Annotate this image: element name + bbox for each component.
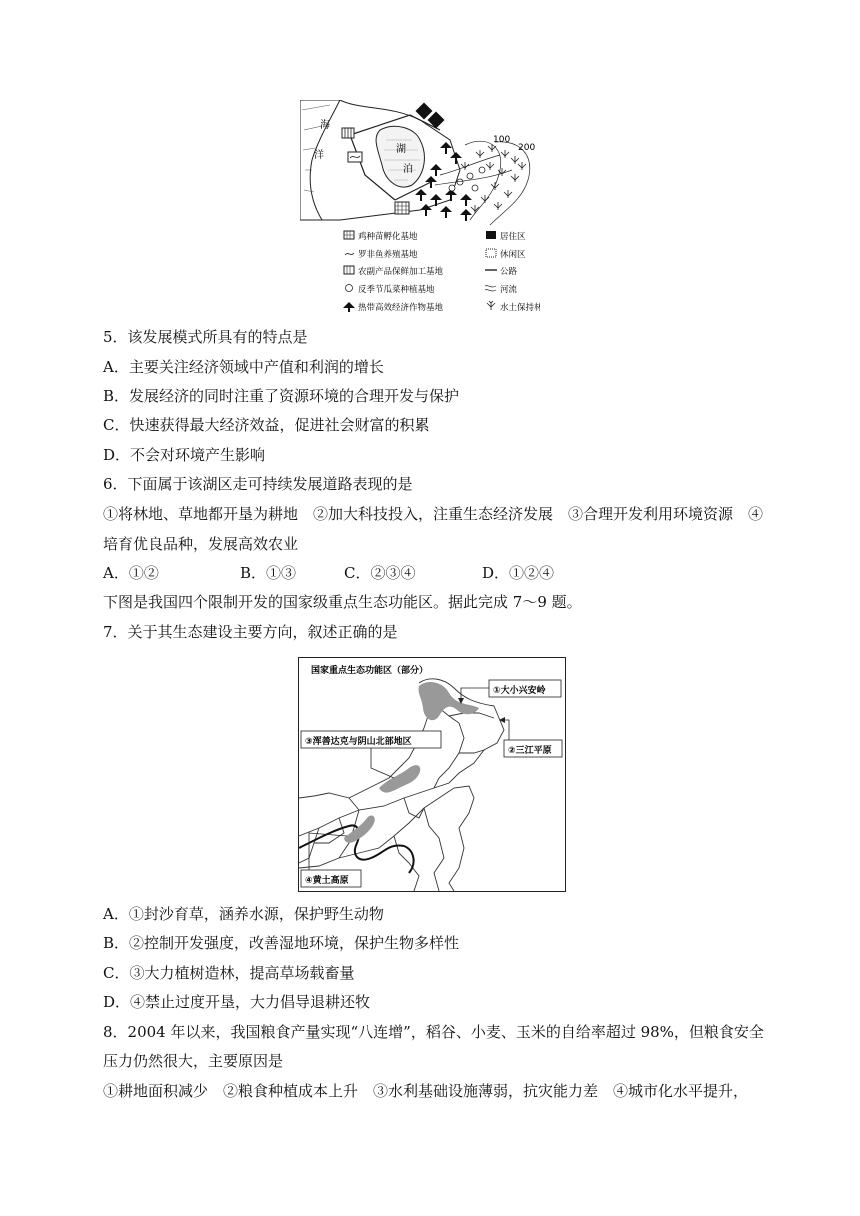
striped-square-icon [344, 266, 354, 274]
region-2-label: ②三江平原 [508, 746, 552, 756]
fish-icon [345, 253, 354, 255]
region-4-label: ④黄土高原 [305, 876, 349, 886]
q6-options [103, 563, 554, 583]
residential-marker [428, 112, 445, 129]
q7-option-b[interactable]: B．②控制开发强度，改善湿地环境，保护生物多样性 [103, 934, 460, 952]
q6-option-d[interactable]: D．①②④ [482, 564, 555, 582]
sea-label-2: 洋 [314, 150, 324, 161]
region-1-leader [461, 688, 489, 702]
q7-option-d[interactable]: D．④禁止过度开垦，大力倡导退耕还牧 [103, 993, 371, 1011]
legend-label: 河流 [500, 285, 518, 295]
black-square-icon [486, 231, 496, 239]
q6-option-b[interactable]: B．①③ [240, 564, 297, 582]
region-3-label: ③浑善达克与阴山北部地区 [305, 737, 412, 747]
palm-icon [343, 302, 355, 312]
tree-icon [487, 301, 495, 310]
q6-body-line-2: 培育优良品种，发展高效农业 [103, 535, 299, 553]
lake-label-1: 湖 [396, 144, 406, 155]
lake-development-map [300, 100, 540, 312]
region-3-leader [371, 748, 394, 778]
q7-stem: 7．关于其生态建设主要方向，叙述正确的是 [103, 623, 398, 641]
legend-label: 居住区 [500, 232, 526, 242]
q6-option-c[interactable]: C．②③④ [344, 564, 416, 582]
q5-option-a[interactable]: A．主要关注经济领域中产值和利润的增长 [103, 358, 384, 376]
legend-label: 热带高效经济作物基地 [358, 303, 444, 312]
zones-map-svg [299, 658, 565, 891]
zones-map-title: 国家重点生态功能区（部分） [311, 666, 429, 676]
q7-option-a[interactable]: A．①封沙育草，涵养水源，保护野生动物 [103, 905, 384, 923]
q6-body-line-1: ①将林地、草地都开垦为耕地 ②加大科技投入，注重生态经济发展 ③合理开发利用环境资源 ④ [103, 505, 764, 523]
legend [343, 231, 540, 312]
river-line [440, 155, 500, 175]
region-3-shape [379, 765, 420, 793]
q5-option-b[interactable]: B．发展经济的同时注重了资源环境的合理开发与保护 [103, 387, 460, 405]
q6-stem: 6．下面属于该湖区走可持续发展道路表现的是 [103, 475, 413, 493]
region-1-label: ①大小兴安岭 [493, 686, 546, 696]
contour-label-100: 100 [493, 135, 511, 145]
q8-body-line-1: ①耕地面积减少 ②粮食种植成本上升 ③水利基础设施薄弱，抗灾能力差 ④城市化水平提升， [103, 1082, 749, 1100]
lake-map-svg [300, 100, 540, 312]
region-4-leader [309, 833, 347, 870]
legend-label: 休闲区 [500, 250, 526, 260]
sea-label-1: 海 [320, 120, 330, 131]
arrow-icon [499, 717, 505, 723]
legend-label: 鸡种苗孵化基地 [358, 232, 418, 242]
melon-icon [346, 285, 353, 292]
legend-label: 公路 [500, 267, 518, 277]
q6-option-a[interactable]: A．①② [103, 564, 159, 582]
q8-stem-line-1: 8．2004 年以来，我国粮食产量实现“八连增”，稻谷、小麦、玉米的自给率超过 98%，但粮食安全 [103, 1023, 764, 1041]
legend-label: 农副产品保鲜加工基地 [358, 267, 444, 277]
lake-shape [376, 126, 424, 187]
intro-7-9: 下图是我国四个限制开发的国家级重点生态功能区。据此完成 7～9 题。 [103, 593, 582, 611]
q5-option-c[interactable]: C．快速获得最大经济效益，促进社会财富的积累 [103, 416, 430, 434]
residential-marker [416, 103, 433, 120]
lake-label-2: 泊 [403, 164, 413, 175]
q8-stem-line-2: 压力仍然很大，主要原因是 [103, 1052, 284, 1070]
legend-label: 罗非鱼养殖基地 [358, 250, 418, 260]
legend-label: 水土保持林 [500, 303, 540, 312]
dotted-square-icon [486, 249, 496, 257]
contour-label-200: 200 [518, 143, 536, 153]
q5-option-d[interactable]: D．不会对环境产生影响 [103, 446, 266, 464]
q7-option-c[interactable]: C．③大力植树造林，提高草场载畜量 [103, 964, 355, 982]
q5-stem: 5．该发展模式所具有的特点是 [103, 328, 308, 346]
river-icon [485, 286, 496, 291]
ecological-zones-map [298, 657, 566, 892]
legend-label: 反季节瓜菜种植基地 [358, 285, 435, 295]
